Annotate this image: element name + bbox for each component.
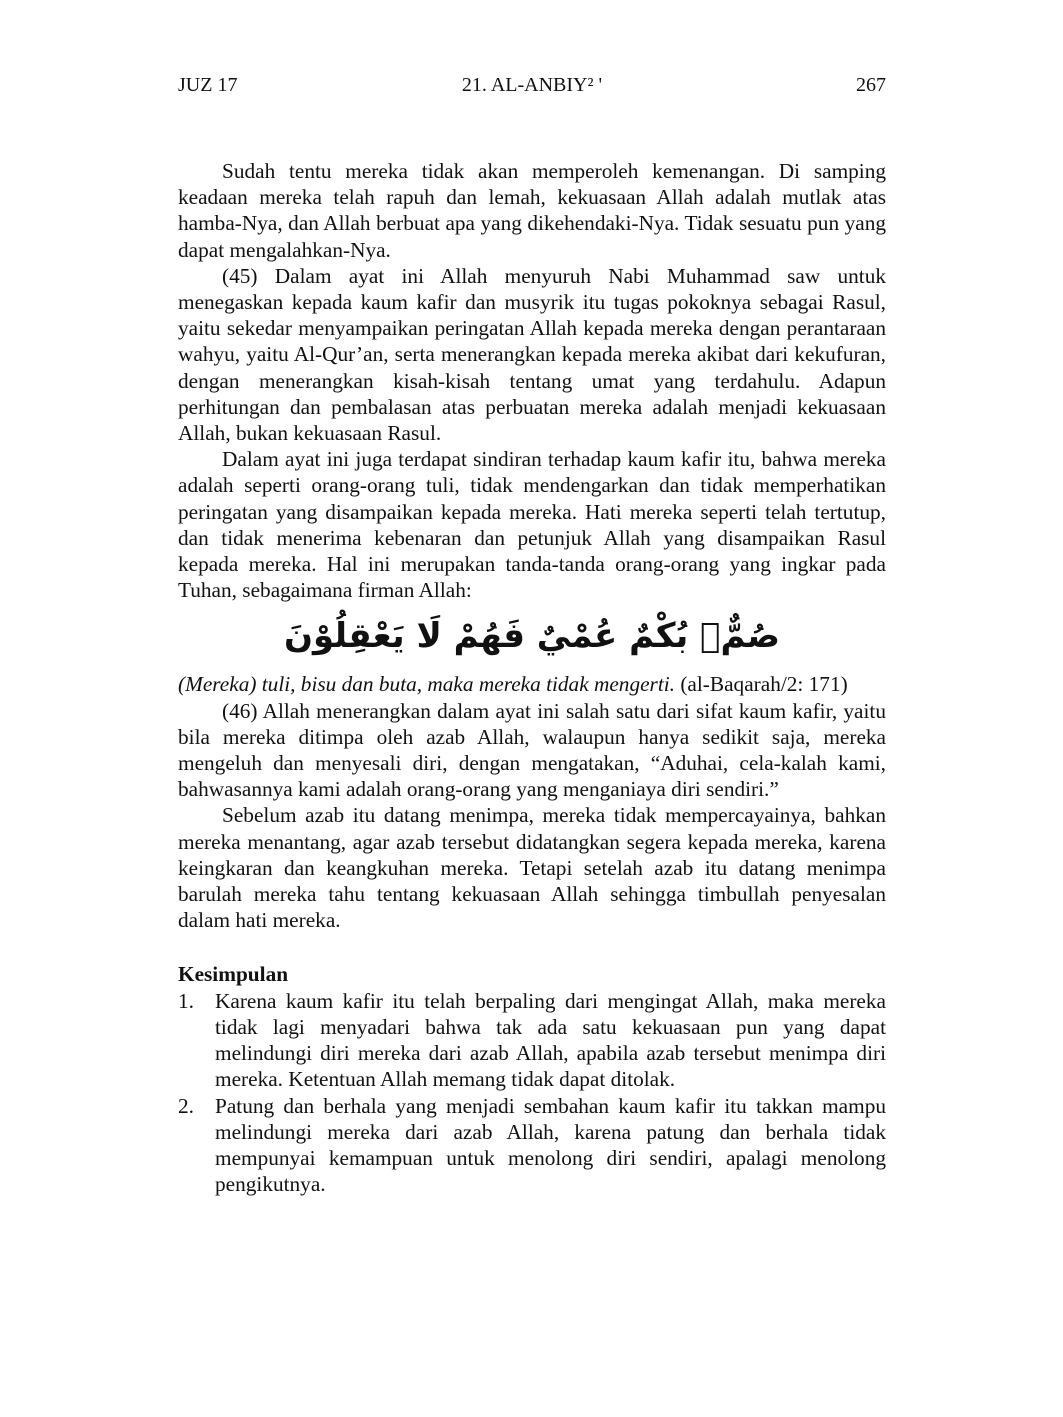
paragraph-2: (45) Dalam ayat ini Allah menyuruh Nabi Muhammad saw untuk menegaskan kepada kaum kafir dan musyrik itu tugas pokoknya sebagai Rasul, yaitu sekedar menyampaikan peringatan Allah kepada mereka dengan perantaraan wahyu, yaitu Al-Qur’an, serta menerangkan kepada mereka akibat dari kekufuran, dengan menerangkan kisah-kisah tentang umat yang terdahulu. Adapun perhitungan dan pembalasan atas perbuatan mereka adalah menjadi kekuasaan Allah, bukan kekuasaan Rasul. (178, 263, 886, 446)
paragraph-3: Dalam ayat ini juga terdapat sindiran terhadap kaum kafir itu, bahwa mereka adalah seperti orang-orang tuli, tidak mendengarkan dan tidak memperhatikan peringatan yang disampaikan kepada mereka. Hati mereka seperti telah tertutup, dan tidak menerima kebenaran dan petunjuk Allah yang disampaikan Rasul kepada mereka. Hal ini merupakan tanda-tanda orang-orang yang ingkar pada Tuhan, sebagaimana firman Allah: (178, 447, 886, 603)
juz-label: JUZ 17 (178, 74, 238, 96)
conclusion-heading: Kesimpulan (178, 962, 289, 987)
paragraph-1: Sudah tentu mereka tidak akan memperoleh kemenangan. Di samping keadaan mereka telah rapuh dan lemah, kekuasaan Allah adalah mutlak atas hamba-Nya, dan Allah berbuat apa yang dikehendaki-Nya. Tidak sesuatu pun yang dapat mengalahkan-Nya. (178, 159, 886, 262)
page-number: 267 (856, 74, 886, 96)
arabic-verse-block (178, 613, 886, 659)
verse-reference: (al-Baqarah/2: 171) (680, 672, 848, 697)
paragraph-4: (46) Allah menerangkan dalam ayat ini salah satu dari sifat kaum kafir, yaitu bila mereka ditimpa oleh azab Allah, walaupun hanya sedikit saja, mereka mengeluh dan menyesali diri, dengan mengatakan, “Aduhai, cela-kalah kami, bahwasannya kami adalah orang-orang yang menganiaya diri sendiri.” (178, 698, 886, 802)
page-header (178, 74, 886, 104)
surah-title: 21. AL-ANBIY² ' (461, 74, 603, 96)
translation-text: (Mereka) tuli, bisu dan buta, maka mereka tidak mengerti. (178, 672, 676, 697)
list-item (178, 1093, 886, 1198)
list-text: Karena kaum kafir itu telah berpaling dari mengingat Allah, maka mereka tidak lagi menyadari bahwa tak ada satu kekuasaan pun yang dapat melindungi diri mereka dari azab Allah, apabila azab tersebut menimpa diri mereka. Ketentuan Allah memang tidak dapat ditolak. (215, 988, 886, 1092)
conclusion-list (178, 988, 886, 1198)
list-number: 1. (178, 988, 194, 1013)
arabic-verse: صُمٌّۢ بُكْمٌ عُمْيٌ فَهُمْ لَا يَعْقِلُوْنَ (283, 616, 781, 657)
list-text: Patung dan berhala yang menjadi sembahan kaum kafir itu takkan mampu melindungi mereka dari azab Allah, karena patung dan berhala tidak mempunyai kemampuan untuk menolong diri sendiri, apalagi menolong pengikutnya. (215, 1093, 886, 1197)
list-item (178, 988, 886, 1093)
list-number: 2. (178, 1093, 194, 1118)
page-body (178, 158, 886, 1197)
verse-translation (178, 671, 886, 697)
paragraph-5: Sebelum azab itu datang menimpa, mereka tidak mempercayainya, bahkan mereka menantang, agar azab tersebut didatangkan segera kepada mereka, karena keingkaran dan keangkuhan mereka. Tetapi setelah azab itu datang menimpa barulah mereka tahu tentang kekuasaan Allah sehingga timbullah penyesalan dalam hati mereka. (178, 803, 886, 933)
